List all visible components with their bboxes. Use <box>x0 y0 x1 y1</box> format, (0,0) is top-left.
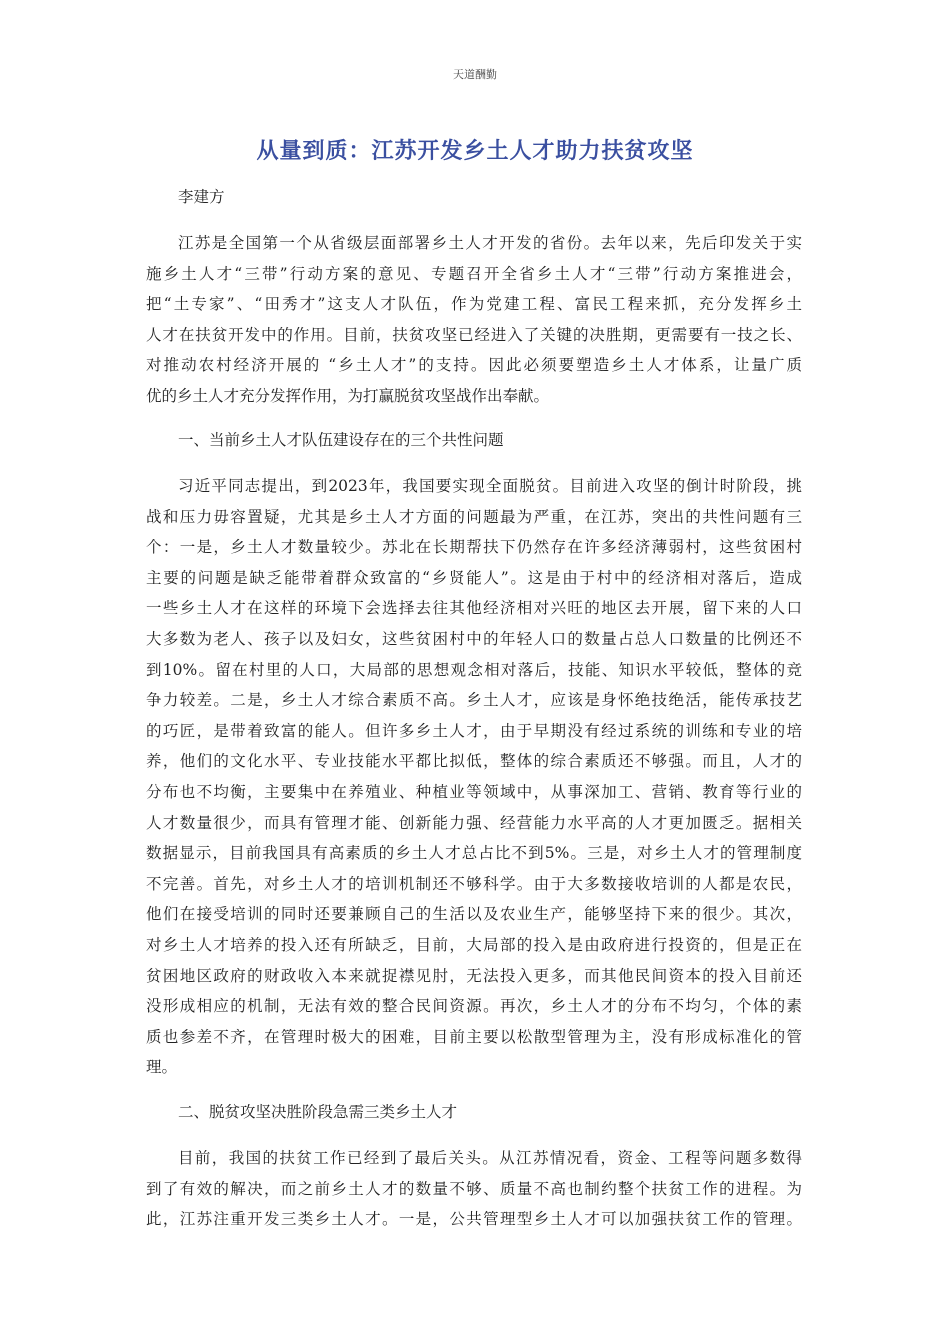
page-header: 天道酬勤 <box>453 68 497 81</box>
paragraph-intro <box>146 228 802 412</box>
paragraph-section-2 <box>146 1143 802 1235</box>
text-line: 一些乡土人才在这样的环境下会选择去往其他经济相对兴旺的地区去开展，留下来的人口 <box>146 599 802 618</box>
section-heading-2: 二、脱贫攻坚决胜阶段急需三类乡土人才 <box>178 1103 458 1121</box>
text-line: 贫困地区政府的财政收入本来就捉襟见肘，无法投入更多，而其他民间资本的投入目前还 <box>146 966 802 985</box>
text-line: 把“土专家”、“田秀才”这支人才队伍，作为党建工程、富民工程来抓，充分发挥乡土 <box>146 295 802 314</box>
text-line: 分布也不均衡，主要集中在养殖业、种植业等领域中，从事深加工、营销、教育等行业的 <box>146 782 802 801</box>
text-line: 他们在接受培训的同时还要兼顾自己的生活以及农业生产，能够坚持下来的很少。其次， <box>146 905 802 924</box>
text-line: 到了有效的解决，而之前乡土人才的数量不够、质量不高也制约整个扶贫工作的进程。为 <box>146 1179 802 1198</box>
text-line: 此，江苏注重开发三类乡土人才。一是，公共管理型乡土人才可以加强扶贫工作的管理。 <box>146 1210 802 1229</box>
text-line: 人才数量很少，而具有管理才能、创新能力强、经营能力水平高的人才更加匮乏。据相关 <box>146 813 802 832</box>
text-line: 江苏是全国第一个从省级层面部署乡土人才开发的省份。去年以来，先后印发关于实 <box>178 234 802 252</box>
text-line: 主要的问题是缺乏能带着群众致富的“乡贤能人”。这是由于村中的经济相对落后，造成 <box>146 568 802 587</box>
text-line: 质也参差不齐，在管理时极大的困难，目前主要以松散型管理为主，没有形成标准化的管 <box>146 1027 802 1046</box>
author: 李建方 <box>178 188 225 206</box>
section-heading-1: 一、当前乡土人才队伍建设存在的三个共性问题 <box>178 431 504 449</box>
text-line: 没形成相应的机制，无法有效的整合民间资源。再次，乡土人才的分布不均匀，个体的素 <box>146 997 802 1016</box>
paragraph-section-1 <box>146 471 802 1083</box>
text-line: 对推动农村经济开展的 “乡土人才”的支持。因此必须要塑造乡土人才体系，让量广质 <box>146 356 802 375</box>
text-line: 优的乡土人才充分发挥作用，为打赢脱贫攻坚战作出奉献。 <box>146 386 550 405</box>
text-line: 不完善。首先，对乡土人才的培训机制还不够科学。由于大多数接收培训的人都是农民， <box>146 874 802 893</box>
text-line: 人才在扶贫开发中的作用。目前，扶贫攻坚已经进入了关键的决胜期，更需要有一技之长、 <box>146 325 802 344</box>
text-line: 理。 <box>146 1058 178 1077</box>
text-line: 目前，我国的扶贫工作已经到了最后关头。从江苏情况看，资金、工程等问题多数得 <box>178 1149 802 1167</box>
text-line: 战和压力毋容置疑，尤其是乡土人才方面的问题最为严重，在江苏，突出的共性问题有三 <box>146 507 802 526</box>
text-line: 对乡土人才培养的投入还有所缺乏，目前，大局部的投入是由政府进行投资的，但是正在 <box>146 935 802 954</box>
text-line: 习近平同志提出，到2023年，我国要实现全面脱贫。目前进入攻坚的倒计时阶段，挑 <box>178 477 802 495</box>
text-line: 争力较差。二是，乡土人才综合素质不高。乡土人才，应该是身怀绝技绝活，能传承技艺 <box>146 691 802 710</box>
text-line: 养，他们的文化水平、专业技能水平都比拟低，整体的综合素质还不够强。而且，人才的 <box>146 752 802 771</box>
document-title: 从量到质：江苏开发乡土人才助力扶贫攻坚 <box>256 139 694 164</box>
text-line: 的巧匠，是带着致富的能人。但许多乡土人才，由于早期没有经过系统的训练和专业的培 <box>146 721 802 740</box>
text-line: 到10%。留在村里的人口，大局部的思想观念相对落后，技能、知识水平较低，整体的竞 <box>146 660 802 679</box>
text-line: 个：一是，乡土人才数量较少。苏北在长期帮扶下仍然存在许多经济薄弱村，这些贫困村 <box>146 538 802 557</box>
text-line: 施乡土人才“三带”行动方案的意见、专题召开全省乡土人才“三带”行动方案推进会， <box>146 264 802 283</box>
text-line: 大多数为老人、孩子以及妇女，这些贫困村中的年轻人口的数量占总人口数量的比例还不 <box>146 629 802 648</box>
text-line: 数据显示，目前我国具有高素质的乡土人才总占比不到5%。三是，对乡土人才的管理制度 <box>146 844 802 863</box>
